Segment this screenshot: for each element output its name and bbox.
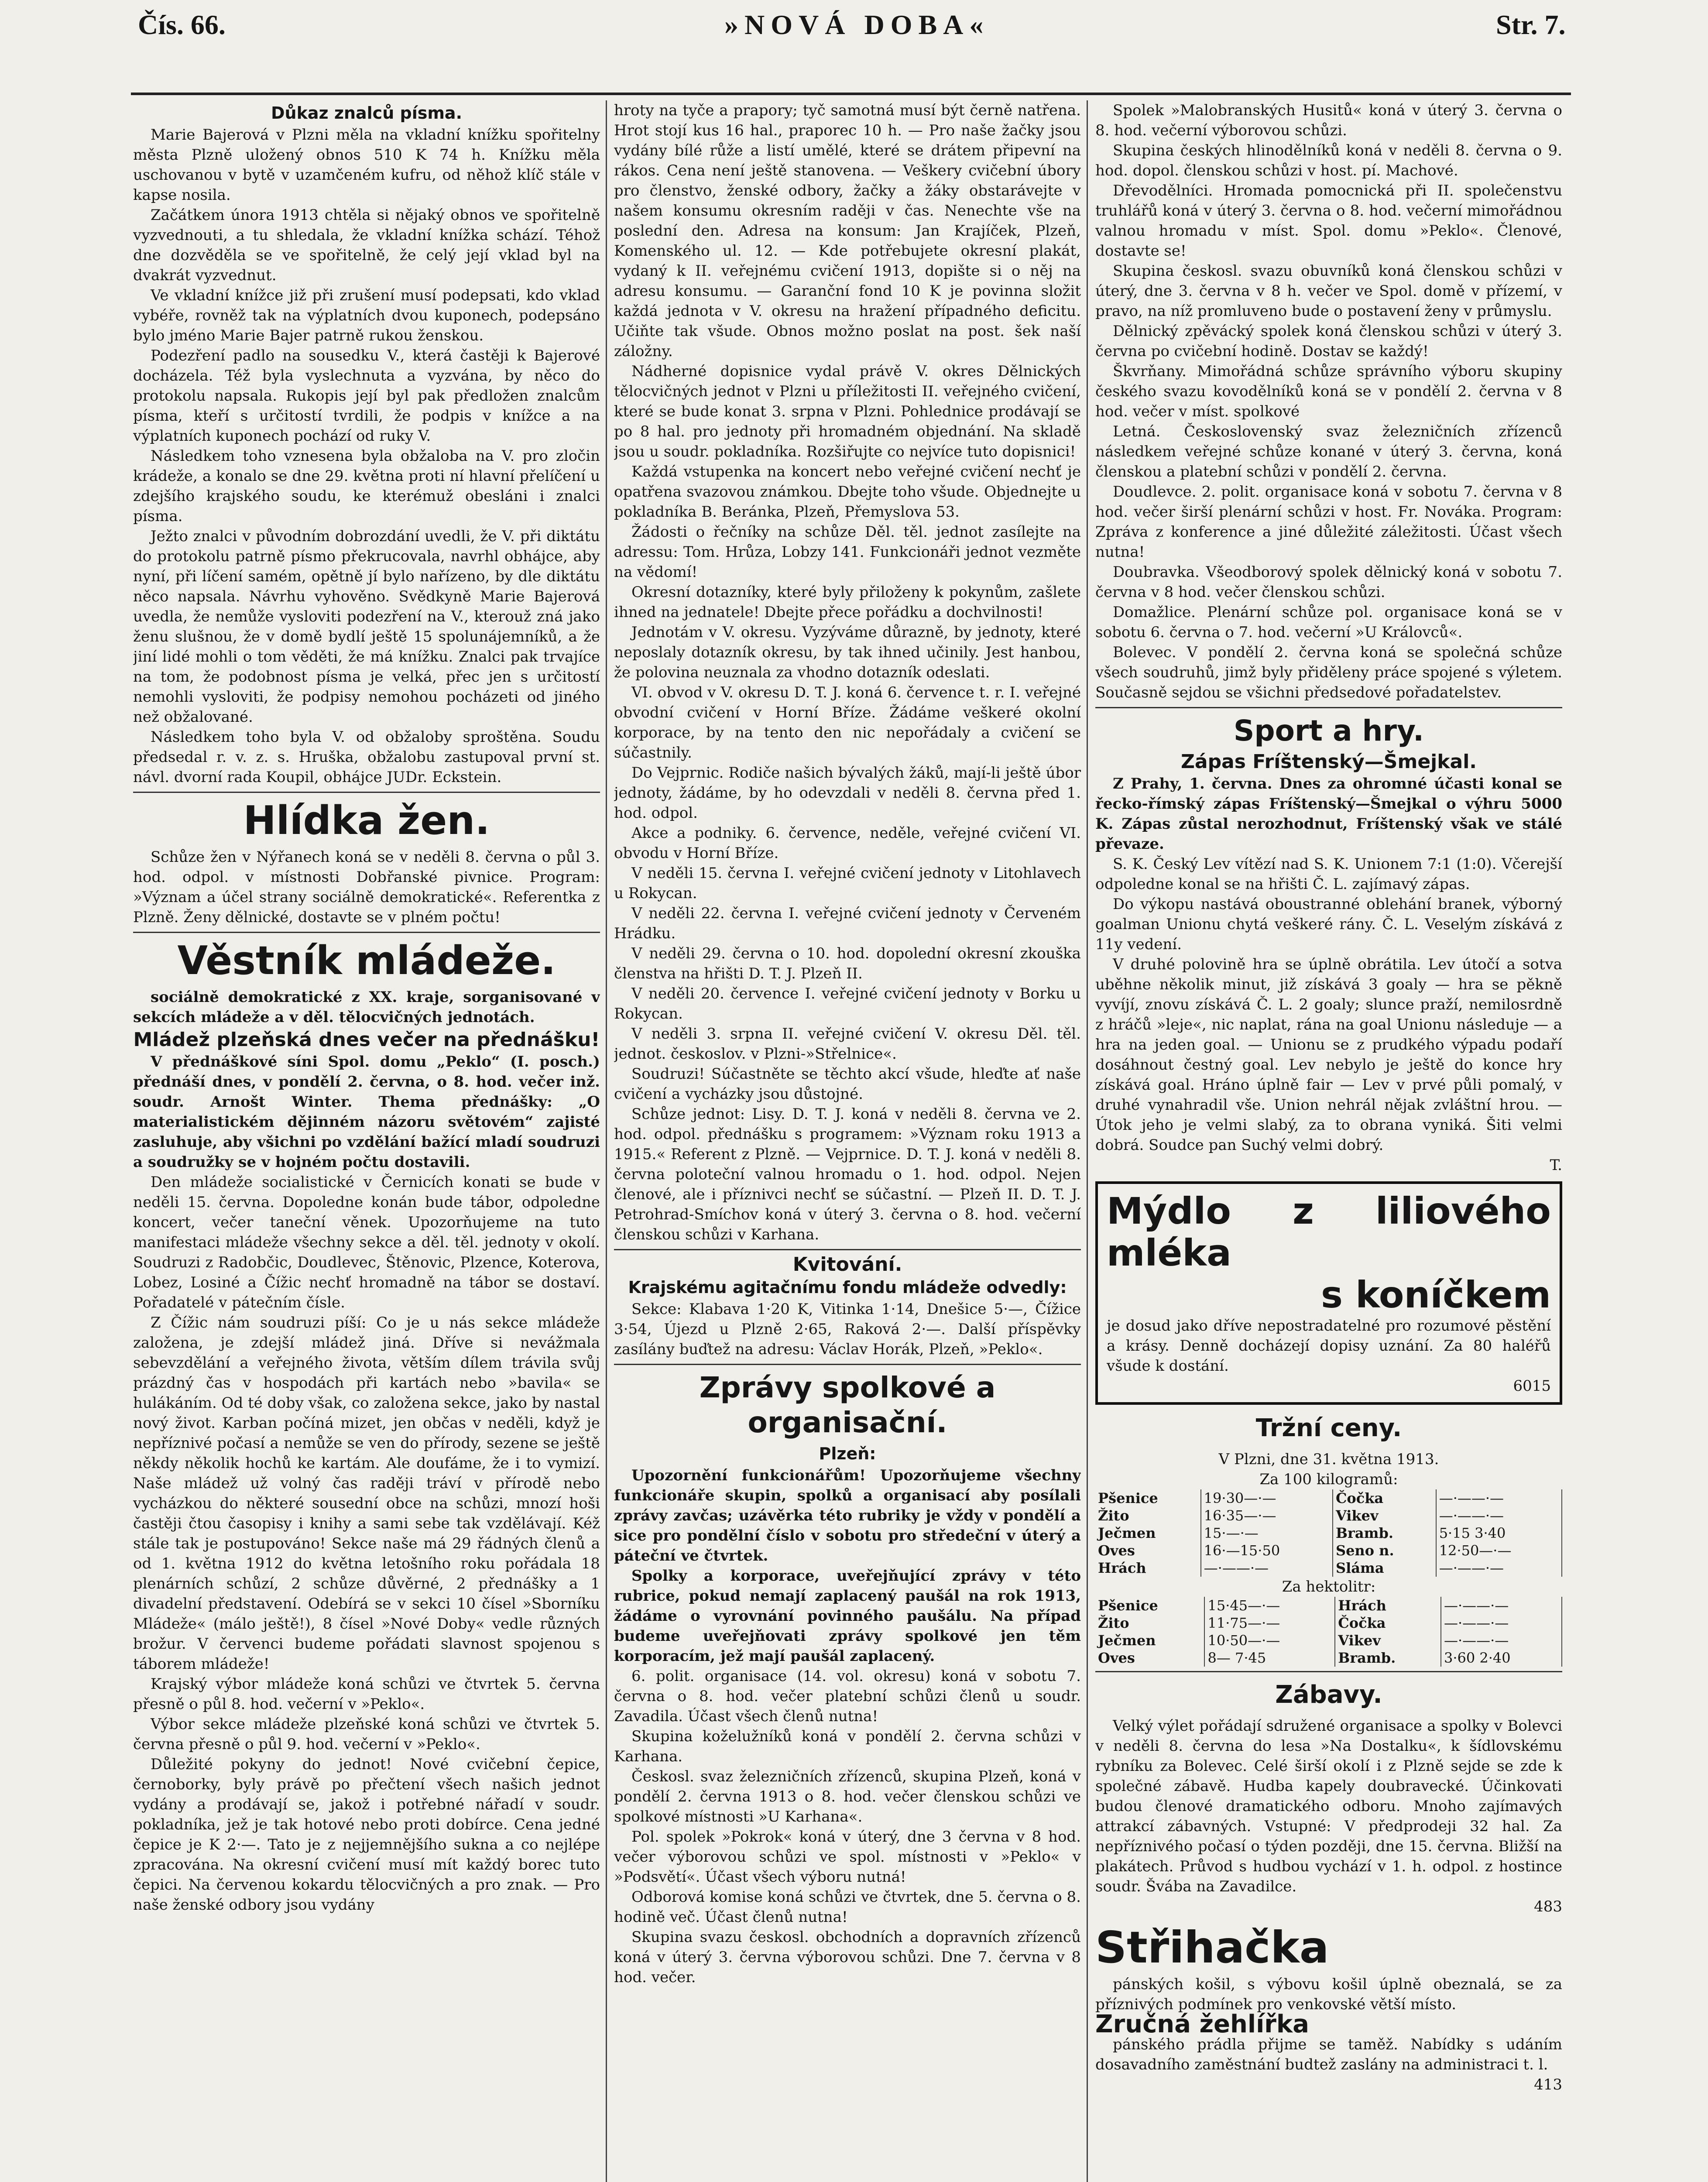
article-paragraph: Skupina svazu českosl. obchodních a dopravních zřízenců koná v úterý 3. června výborovou schůzi. Dne 7. června v 8 hod. večer.	[614, 1928, 1081, 1986]
commodity-price: 16·35—·—	[1201, 1507, 1333, 1524]
commodity-name: Bramb.	[1333, 1524, 1436, 1542]
commodity-price: 10·50—·—	[1204, 1632, 1335, 1649]
commodity-price: 12·50—·—	[1436, 1542, 1562, 1559]
article-paragraph: Soudruzi! Súčastněte se těchto akcí všude, hleďte ať naše cvičení a vycházky jsou důstojné.	[614, 1065, 1081, 1103]
commodity-price: —·——·—	[1436, 1507, 1562, 1524]
commodity-name: Pšenice	[1095, 1597, 1204, 1614]
section-divider	[133, 932, 600, 933]
price-row	[1095, 1524, 1562, 1542]
article-paragraph: Schůze žen v Nýřanech koná se v neděli 8. června o půl 3. hod. odpol. v místnosti Dobřanské pivnice. Program: »Význam a účel strany sociálně demokratické«. Referentka z Plzně. Ženy dělnické, dostavte se v plném počtu!	[133, 848, 600, 926]
section-heading: Hlídka žen.	[243, 798, 490, 844]
commodity-price: 5·15 3·40	[1436, 1524, 1562, 1542]
article-paragraph: hroty na tyče a prapory; tyč samotná musí být černě natřena. Hrot stojí kus 16 hal., praporec 10 h. — Pro naše žačky jsou vydány bílé růže a listí umělé, které se drátem připevní na rákos. Cena není ještě stanovena. — Veškery cvičební úbory pro členstvo, ženské odbory, žačky a žáky obstarávejte v našem konsumu okresním raději v čas. Nenechte vše na poslední den. Adresa na konsum: Jan Krajíček, Plzeň, Komenského ul. 12. — Kde potřebujete okresní plakát, vydaný k II. veřejnému cvičení 1913, dopište si o něj na adresu konsumu. — Garanční fond 10 K je povinna složit každá jednota v V. okresu na hražení případného deficitu. Učiňte tak všude. Obnos možno poslat na post. šek naší záložny.	[614, 102, 1081, 360]
article-paragraph: Akce a podniky. 6. července, neděle, veřejné cvičení VI. obvodu v Horní Bříze.	[614, 824, 1081, 862]
commodity-price: 16·—15·50	[1201, 1542, 1333, 1559]
article-paragraph: Velký výlet pořádají sdružené organisace a spolky v Bolevci v neděli 8. června do lesa »Na Dostalku«, k šídlovskému rybníku za Bolevec. Celé širší okolí i z Plzně sejde se zde k společné zábavě. Hudba kapely doubravecké. Účinkovati budou členové dramatického odboru. Mnoho zajímavých attrakcí zábavných. Vstupné: V předprodeji 32 hal. Za nepříznivého počasí o týden později, dne 15. června. Bližší na plakátech. Průvod s hudbou vychází v 1. h. odpol. z hostince soudr. Švába na Zavadilce.	[1095, 1717, 1562, 1895]
announcement-heading: Mládež plzeňská dnes večer na přednášku!	[133, 1029, 600, 1051]
article-paragraph: Spolek »Malobranských Husitů« koná v úterý 3. června o 8. hod. večerní výborovou schůzi.	[1095, 102, 1562, 139]
article-paragraph: Žádosti o řečníky na schůze Děl. těl. jednot zasílejte na adressu: Tom. Hrůza, Lobzy 141. Funkcionáři jednot vezměte na vědomí!	[614, 523, 1081, 581]
article-paragraph: Škvrňany. Mimořádná schůze správního výboru skupiny českého svazu kovodělníků koná se v pondělí 2. června v 8 hod. večer v míst. spolkové	[1095, 363, 1562, 420]
article-paragraph: Následkem toho byla V. od obžaloby sproštěna. Soudu předsedal r. v. z. s. Hruška, obžalobu zastupoval první st. návl. dvorní rada Koupil, obhájce JUDr. Eckstein.	[133, 728, 600, 786]
article-paragraph: Podezření padlo na sousedku V., která častěji k Bajerové docházela. Též byla vyslechnuta a vyzvána, by něco do protokolu napsala. Rukopis její byl pak předložen znalcům písma, kteří s určitostí tvrdili, že podpis v knížce a na výplatních kuponech pochází od ruky V.	[133, 347, 600, 445]
section-divider	[1095, 707, 1562, 708]
article-paragraph: S. K. Český Lev vítězí nad S. K. Unionem 7:1 (1:0). Včerejší odpoledne konal se na hřišti Č. L. zajímavý zápas.	[1095, 855, 1562, 893]
column-divider	[1087, 100, 1088, 2182]
price-row	[1095, 1489, 1562, 1507]
article-paragraph: V neděli 15. června I. veřejné cvičení jednoty v Litohlavech u Rokycan.	[614, 865, 1081, 902]
commodity-price: 15·—·—	[1201, 1524, 1333, 1542]
subsection-heading: Plzeň:	[819, 1444, 876, 1463]
prices-unit: Za hektolitr:	[1282, 1578, 1376, 1595]
section-divider	[133, 792, 600, 793]
article-paragraph: Skupina českých hlinodělníků koná v neděli 8. června o 9. hod. dopol. členskou schůzi v host. pí. Machové.	[1095, 142, 1562, 179]
article-paragraph: Do výkopu nastává oboustranné oblehání branek, výborný goalman Unionu chytá veškeré rány. Č. L. Veselým získává z 11y vedení.	[1095, 895, 1562, 953]
article-paragraph: Dřevodělníci. Hromada pomocnická při II. společenstvu truhlářů koná v úterý 3. června o 8. hod. večerní mimořádnou valnou hromadu v míst. Spol. domu »Peklo«. Členové, dostavte se!	[1095, 182, 1562, 260]
article-paragraph: Z Čížic nám soudruzi píší: Co je u nás sekce mládeže založena, je zdejší mládež jiná. Dříve si nevážmala sebevzdělání a veřejného života, větším dílem trávila svůj prázdný čas v hospodách při kartách nebo »bavila« se hulákáním. Od té doby však, co založena sekce, jako by nastal nový život. Karban počíná mizet, jen občas v neděli, když je nepříznivé počasí a nemůže se ven do přírody, sezene se ještě někdy několik hochů ke kartám. Ale doufáme, že i to vymizí. Naše mládež už volný čas raději tráví v přírodě nebo vycházkou do některé sousední obce na schůzi, mnozí hoši častěji čtou časopisy i knihy a sami sebe tak vzdělávají. Kéž stále tak je postupováno! Sekce naše má 29 řádných členů a od 1. května 1912 do května letošního roku pořádala 18 plenárních schůzí, 2 schůze důvěrné, 2 přednášky a 1 divadelní představení. Odebírá se v sekci 10 čísel »Sborníku Mládeže« (málo ještě!), 8 čísel »Nové Doby« vedle různých brožur. V červenci budeme pořádati slavnost spojenou s táborem mládeže!	[133, 1314, 600, 1673]
article-paragraph: Spolky a korporace, uveřejňující zprávy v této rubrice, pokud nemají zaplacený paušál na rok 1913, žádáme o vyrovnání povinného paušálu. Na případ budeme uveřejňovati zprávy spolkové jen těm korporacím, jež mají paušál zaplacený.	[614, 1567, 1081, 1665]
article-heading: Důkaz znalců písma.	[271, 103, 463, 123]
article-paragraph: Následkem toho vznesena byla obžaloba na V. pro zločin krádeže, a konalo se dne 29. května proti ní hlavní přelíčení u zdejšího krajského soudu, ke kterémuž obesláni i znalci písma.	[133, 447, 600, 525]
ad-number: 413	[1534, 2076, 1562, 2093]
article-paragraph: Nádherné dopisnice vydal právě V. okres Dělnických tělocvičných jednot v Plzni u příležitosti II. veřejného cvičení, které se bude konat 3. srpna v Plzni. Pohlednice prodávají se po 8 hal. pro jednoty při hromadném objednání. Na skladě jsou u soudr. pokladníka. Rozšiřujte co nejvíce tuto dopisnici!	[614, 363, 1081, 460]
column-divider	[606, 100, 607, 2182]
article-signature: T.	[1550, 1156, 1562, 1174]
ad-text: je dosud jako dříve nepostradatelné pro rozumové pěstění a krásy. Denně docházejí dopisy uznání. Za 80 haléřů všude k dostání.	[1107, 1317, 1551, 1375]
section-heading: Tržní ceny.	[1255, 1414, 1402, 1442]
article-paragraph: Jednotám v V. okresu. Vyzýváme důrazně, by jednoty, které neposlaly dotazník okresu, by tak ihned učinily. Jest hanbou, že polovina neuznala za vhodno dotazník odeslati.	[614, 624, 1081, 681]
section-heading: Sport a hry.	[1233, 714, 1424, 748]
article-paragraph: Ježto znalci v původním dobrozdání uvedli, že V. při diktátu do protokolu patrně písmo překrucovala, navrhl obhájce, aby nyní, při líčení samém, opětně jí bylo nařízeno, by dle diktátu něco napsala. Návrhu vyhověno. Svědkyně Marie Bajerová uvedla, že nemůže vysloviti podezření na V., kterouž zná jako ženu slušnou, že v domě bydlí ještě 15 spolunájemníků, a že jiní lidé mohli o tom věděti, že má knížku. Znalci pak trvajíce na tom, že podobnost písma je velká, přec jen s určitostí nemohli vysloviti, že podpisy nemohou pocházeti od jiného než obžalované.	[133, 528, 600, 726]
commodity-name: Oves	[1095, 1542, 1201, 1559]
commodity-price: —·——·—	[1441, 1614, 1562, 1632]
article-paragraph: Českosl. svaz železničních zřízenců, skupina Plzeň, koná v pondělí 2. června 1913 o 8. hod. večer členskou schůzi ve spolkové místnosti »U Karhana«.	[614, 1768, 1081, 1825]
price-row	[1095, 1507, 1562, 1524]
article-paragraph: Každá vstupenka na koncert nebo veřejné cvičení nechť je opatřena svazovou známkou. Dbejte toho všude. Objednejte u pokladníka B. Beránka, Plzeň, Přemyslova 53.	[614, 463, 1081, 521]
commodity-name: Ječmen	[1095, 1632, 1204, 1649]
article-paragraph: Okresní dotazníky, které byly přiloženy k pokynům, zašlete ihned na jednatele! Dbejte přece pořádku a dochvilnosti!	[614, 583, 1081, 621]
article-paragraph: Pol. spolek »Pokrok« koná v úterý, dne 3 června v 8 hod. večer výborovou schůzi ve spol. místnosti v »Peklo« v »Podsvětí«. Účast všech výboru nutná!	[614, 1828, 1081, 1886]
section-heading: Zábavy.	[1275, 1681, 1382, 1709]
page-header	[0, 0, 1708, 87]
price-table-kg	[1095, 1489, 1562, 1577]
issue-number: Čís. 66.	[138, 9, 226, 40]
commodity-name: Žito	[1095, 1507, 1201, 1524]
commodity-name: Oves	[1095, 1649, 1204, 1667]
article-paragraph: 6. polit. organisace (14. vol. okresu) koná v sobotu 7. června o 8. hod. večer platební schůzi členů u soudr. Zavadila. Účast všech členů nutna!	[614, 1667, 1081, 1725]
commodity-price: —·——·—	[1201, 1559, 1333, 1577]
prices-unit: Za 100 kilogramů:	[1259, 1471, 1398, 1488]
article-paragraph: Letná. Československý svaz železničních zřízenců následkem veřejné schůze konané v úterý 3. června, koná členskou a platební schůzi v pondělí 2. června.	[1095, 423, 1562, 480]
section-heading: Kvitování.	[792, 1253, 902, 1276]
prices-date: V Plzni, dne 31. května 1913.	[1218, 1451, 1439, 1468]
article-paragraph: VI. obvod v V. okresu D. T. J. koná 6. července t. r. I. veřejné obvodní cvičení v Horní Bříze. Žádáme veškeré okolní korporace, by na tento den nic nepořádaly a cvičení se súčastnily.	[614, 684, 1081, 762]
commodity-price: 19·30—·—	[1201, 1489, 1333, 1507]
commodity-price: —·——·—	[1441, 1597, 1562, 1614]
article-paragraph: V druhé polovině hra se úplně obrátila. Lev útočí a sotva uběhne několik minut, již získává 3 goaly — hra se pěkně vyvíjí, znovu získává Č. L. 2 goaly; slunce praží, nemilosrdně z hráčů »leje«, nic naplat, rána na goal Unionu následuje — a hra na jeden goal. — Unionu se z prudkého výpadu podaří dosáhnout čestný goal. Lev nebylo je ještě do konce hry získává goal. Hráno úplně fair — Lev v prvé půli pomalý, v druhé vynahradil vše. Union nehrál nějak zvláštní hrou. — Útok jeho je velmi slabý, za to obrana vyniká. Šiti velmi dobrá. Soudce pan Suchý velmi dobrý.	[1095, 956, 1562, 1154]
commodity-name: Hrách	[1095, 1559, 1201, 1577]
commodity-name: Čočka	[1335, 1614, 1441, 1632]
commodity-name: Žito	[1095, 1614, 1204, 1632]
ad-heading: Zručná žehlířka	[1095, 2010, 1309, 2038]
article-paragraph: V neděli 3. srpna II. veřejné cvičení V. okresu Děl. těl. jednot. českoslov. v Plzni-»Střelnice«.	[614, 1025, 1081, 1063]
soap-advertisement	[1095, 1181, 1562, 1405]
commodity-name: Čočka	[1333, 1489, 1436, 1507]
commodity-name: Hrách	[1335, 1597, 1441, 1614]
page-number: Str. 7.	[1496, 9, 1566, 40]
article-paragraph: Bolevec. V pondělí 2. června koná se společná schůze všech soudruhů, jimž byly přiděleny práce spojené s výletem. Současně sejdou se všichni předsedové pořadatelstev.	[1095, 644, 1562, 701]
article-paragraph: Krajský výbor mládeže koná schůzi ve čtvrtek 5. června přesně o půl 8. hod. večerní v »Peklo«.	[133, 1675, 600, 1713]
commodity-price: —·——·—	[1441, 1632, 1562, 1649]
article-paragraph: V neděli 20. července I. veřejné cvičení jednoty v Borku u Rokycan.	[614, 985, 1081, 1022]
header-rule	[131, 93, 1571, 95]
commodity-name: Pšenice	[1095, 1489, 1201, 1507]
article-paragraph: V neděli 22. června I. veřejné cvičení jednoty v Červeném Hrádku.	[614, 905, 1081, 942]
ad-text: pánských košil, s výbovu košil úplně obeznalá, se za příznivých podmínek pro venkovské větší místo.	[1095, 1976, 1562, 2013]
commodity-price: —·——·—	[1436, 1489, 1562, 1507]
price-row	[1095, 1559, 1562, 1577]
ad-text: pánského prádla přijme se taměž. Nabídky s udáním dosavadního zaměstnání budtež zaslány na administraci t. l.	[1095, 2036, 1562, 2073]
commodity-name: Sláma	[1333, 1559, 1436, 1577]
article-paragraph: Ve vkladní knížce již při zrušení musí podepsati, kdo vklad vybéře, rovněž tak na výplatních dvou kuponech, podepsáno bylo jméno Marie Bajer patrně rukou ženskou.	[133, 287, 600, 344]
price-table-hl	[1095, 1597, 1562, 1667]
column-1	[133, 100, 600, 2182]
article-paragraph: Doubravka. Všeodborový spolek dělnický koná v sobotu 7. června v 8 hod. večer členskou schůzi.	[1095, 563, 1562, 601]
article-paragraph: Sekce: Klabava 1·20 K, Vitinka 1·14, Dnešice 5·—, Čížice 3·54, Újezd u Plzně 2·65, Raková 2·—. Další příspěvky zasílány buďtež na adresu: Václav Horák, Plzeň, »Peklo«.	[614, 1300, 1081, 1358]
article-paragraph: Dělnický zpěvácký spolek koná členskou schůzi v úterý 3. června po cvičební hodině. Dostav se každý!	[1095, 322, 1562, 360]
article-paragraph: Do Vejprnic. Rodiče našich bývalých žáků, mají-li ještě úbor jednoty, žádáme, by ho odevzdali v neděli 8. června před 1. hod. odpol.	[614, 764, 1081, 822]
ad-title-line2: s koníčkem	[1320, 1273, 1551, 1316]
article-paragraph: Začátkem února 1913 chtěla si nějaký obnos ve spořitelně vyzvednouti, a tu shledala, že vkladní knížka schází. Téhož dne dozvěděla se ve spořitelně, že celý její vklad byl na dvakrát vyzvednut.	[133, 206, 600, 284]
subsection-heading: Krajskému agitačnímu fondu mládeže odvedly:	[628, 1278, 1067, 1297]
commodity-price: 3·60 2·40	[1441, 1649, 1562, 1667]
price-row	[1095, 1542, 1562, 1559]
commodity-name: Vikev	[1333, 1507, 1436, 1524]
commodity-price: 8— 7·45	[1204, 1649, 1335, 1667]
price-row	[1095, 1649, 1562, 1667]
section-divider	[1095, 1671, 1562, 1672]
commodity-price: 15·45—·—	[1204, 1597, 1335, 1614]
subsection-heading: Zápas Fríštenský—Šmejkal.	[1180, 751, 1477, 773]
ad-heading: Střihačka	[1095, 1922, 1329, 1973]
article-paragraph: V přednáškové síni Spol. domu „Peklo“ (I. posch.) přednáší dnes, v pondělí 2. června, o 8. hod. večer inž. soudr. Arnošt Winter. Thema přednášky: „O materialistickém dějinném názoru světovém“ zajisté zasluhuje, aby všichni po vzdělání bažící mladí soudruzi a soudružky se v hojném počtu dostavili.	[133, 1053, 600, 1171]
article-paragraph: Schůze jednot: Lisy. D. T. J. koná v neděli 8. června ve 2. hod. odpol. přednášku s programem: »Význam roku 1913 a 1915.« Referent z Plzně. — Vejprnice. D. T. J. koná v neděli 8. června poloteční valnou hromadu o 1. hod. odpol. Nejen členové, ale i příznivci nechť se súčastní. — Plzeň II. D. T. J. Petrohrad-Smíchov koná v úterý 3. června o 8. hod. večerní členskou schůzi v Karhana.	[614, 1105, 1081, 1243]
article-paragraph: Domažlice. Plenární schůze pol. organisace koná se v sobotu 6. června o 7. hod. večerní »U Královců«.	[1095, 604, 1562, 641]
commodity-price: —·——·—	[1436, 1559, 1562, 1577]
ad-title: Mýdlo z liliového mléka	[1107, 1190, 1551, 1274]
article-paragraph: V neděli 29. června o 10. hod. dopolední okresní zkouška členstva na hřišti D. T. J. Plzeň II.	[614, 945, 1081, 982]
price-row	[1095, 1632, 1562, 1649]
article-paragraph: Marie Bajerová v Plzni měla na vkladní knížku spořitelny města Plzně uložený obnos 510 K 74 h. Knížku měla uschovanou v bytě v uzamčeném kufru, od něhož klíč stále v kapse nosila.	[133, 126, 600, 204]
price-row	[1095, 1597, 1562, 1614]
article-paragraph: Skupina českosl. svazu obuvníků koná členskou schůzi v úterý, dne 3. června v 8 h. večer ve Spol. domě v přízemí, v pravo, na níž promluveno bude o postavení ženy v průmyslu.	[1095, 262, 1562, 320]
article-paragraph: Z Prahy, 1. června. Dnes za ohromné účasti konal se řecko-římský zápas Fríštenský—Šmejkal o výhru 5000 K. Zápas zůstal nerozhodnut, Fríštenský však ve stálé převaze.	[1095, 775, 1562, 853]
section-heading: Věstník mládeže.	[177, 938, 556, 984]
section-subtitle: sociálně demokratické z XX. kraje, sorganisované v sekcích mládeže a v děl. tělocvičných jednotách.	[133, 988, 600, 1026]
article-paragraph: Odborová komise koná schůzi ve čtvrtek, dne 5. června o 8. hodině več. Účast členů nutna!	[614, 1888, 1081, 1926]
column-2	[614, 100, 1081, 2182]
article-paragraph: Důležité pokyny do jednot! Nové cvičební čepice, černoborky, byly právě po přečtení všech našich jednot vydány a prodávají se, jakož i potřebné nářadí v soudr. pokladníka, jež je tak hotové nebo proti dobírce. Cena jedné čepice je K 2·—. Tato je z nejjemnějšího sukna a co nejlépe zpracována. Na okresní cvičení musí mít každý borec tuto čepici. Na červenou kokardu tělocvičných a pro znak. — Pro naše ženské odbory jsou vydány	[133, 1756, 600, 1914]
article-paragraph: Den mládeže socialistické v Černicích konati se bude v neděli 15. června. Dopoledne konán bude tábor, odpoledne koncert, večer taneční věnek. Upozorňujeme na tuto manifestaci mládeže všechny sekce a děl. těl. jednoty v okolí. Soudruzi z Radobčic, Doudlevec, Štěnovic, Plzence, Koterova, Lobez, Losiné a Čížic nechť hromadně na tábor se dostaví. Pořadatelé v pátečním čísle.	[133, 1173, 600, 1311]
article-paragraph: Skupina koželužníků koná v pondělí 2. června schůzi v Karhana.	[614, 1728, 1081, 1765]
ad-number: 6015	[1513, 1377, 1551, 1395]
article-paragraph: Výbor sekce mládeže plzeňské koná schůzi ve čtvrtek 5. června přesně o půl 9. hod. večerní v »Peklo«.	[133, 1715, 600, 1753]
article-paragraph: Doudlevce. 2. polit. organisace koná v sobotu 7. června v 8 hod. večer širší plenární schůzi v host. Fr. Nováka. Program: Zpráva z konference a jiné důležité záležitosti. Účast všech nutna!	[1095, 483, 1562, 561]
section-divider	[614, 1364, 1081, 1365]
commodity-name: Vikev	[1335, 1632, 1441, 1649]
masthead-title: »NOVÁ DOBA«	[724, 9, 990, 40]
section-heading: Zprávy spolkové a organisační.	[699, 1371, 996, 1439]
commodity-price: 11·75—·—	[1204, 1614, 1335, 1632]
commodity-name: Seno n.	[1333, 1542, 1436, 1559]
column-3	[1095, 100, 1562, 2182]
commodity-name: Ječmen	[1095, 1524, 1201, 1542]
article-paragraph: Upozornění funkcionářům! Upozorňujeme všechny funkcionáře skupin, spolků a organisací aby posílali zprávy zavčas; uzávěrka této rubriky je vždy v pondělí a sice pro pondělní číslo v sobotu pro středeční v úterý a páteční ve čtvrtek.	[614, 1467, 1081, 1564]
commodity-name: Bramb.	[1335, 1649, 1441, 1667]
section-divider	[614, 1249, 1081, 1250]
ad-number: 483	[1534, 1898, 1562, 1915]
price-row	[1095, 1614, 1562, 1632]
